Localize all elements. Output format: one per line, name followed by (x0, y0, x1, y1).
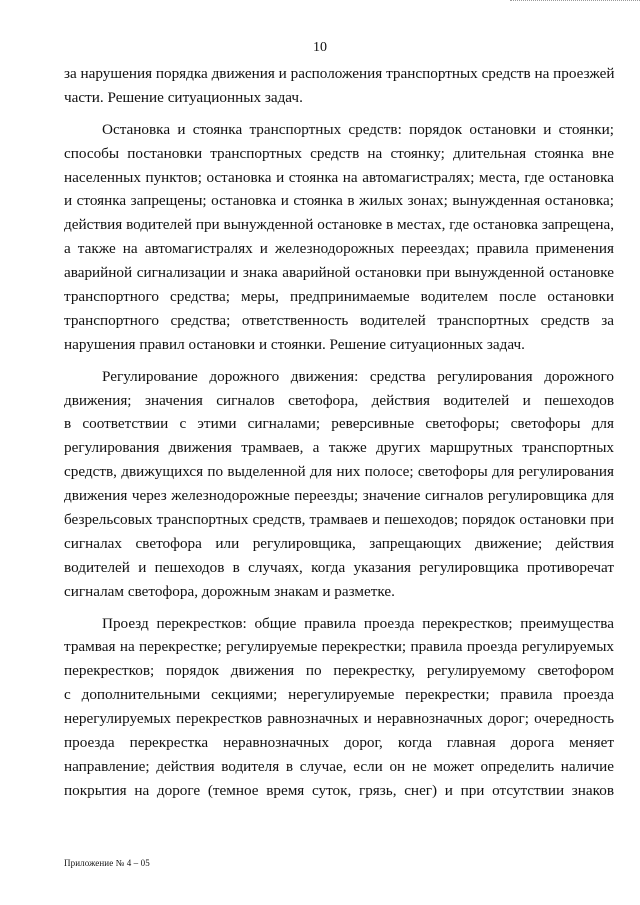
text-line: аварийной сигнализации и знака аварийной остановки при вынужденной остановке (64, 264, 614, 282)
text-line: части. Решение ситуационных задач. (64, 88, 303, 106)
text-line: транспортного средства; ответственность водителей транспортных средств за (64, 311, 614, 329)
text-line: сигналам светофора, дорожным знакам и разметке. (64, 582, 395, 600)
text-line: перекрестков; порядок движения по перекрестку, регулируемому светофором (64, 662, 614, 680)
page-number: 10 (313, 40, 327, 55)
document-body (64, 62, 614, 803)
text-line: трамвая на перекрестке; регулируемые перекрестки; правила проезда регулируемых (64, 638, 614, 656)
text-line: движения; значения сигналов светофора, действия водителей и пешеходов (64, 391, 614, 409)
paragraph (64, 118, 614, 357)
text-line: сигналах светофора или регулировщика, запрещающих движение; действия (64, 534, 614, 552)
text-line: за нарушения порядка движения и расположения транспортных средств на проезжей (64, 65, 615, 82)
text-line: направление; действия водителя в случае, если он не может определить наличие (64, 757, 614, 775)
text-line: нерегулируемых перекрестков равнозначных и неравнозначных дорог; очередность (64, 710, 614, 728)
paragraph (64, 62, 614, 110)
paragraph (64, 365, 614, 604)
text-line: регулирования движения трамваев, а также других маршрутных транспортных (64, 439, 614, 457)
paragraph-gap (64, 357, 614, 365)
paragraph-gap (64, 604, 614, 612)
text-line: покрытия на дороге (темное время суток, грязь, снег) и при отсутствии знаков (64, 781, 614, 799)
text-line: Проезд перекрестков: общие правила проезда перекрестков; преимущества (102, 614, 614, 632)
text-line: населенных пунктов; остановка и стоянка на автомагистралях; места, где остановка (64, 168, 614, 186)
text-line: Остановка и стоянка транспортных средств: порядок остановки и стоянки; (102, 120, 614, 138)
text-line: безрельсовых транспортных средств, трамваев и пешеходов; порядок остановки при (64, 511, 614, 529)
text-line: а также на автомагистралях и железнодорожных переездах; правила применения (64, 240, 614, 258)
text-line: водителей и пешеходов в случаях, когда указания регулировщика противоречат (64, 558, 614, 576)
scan-edge-mark (510, 0, 640, 5)
text-line: проезда перекрестка неравнозначных дорог, когда главная дорога меняет (64, 734, 614, 752)
paragraph-gap (64, 110, 614, 118)
text-line: с дополнительными секциями; нерегулируемые перекрестки; правила проезда (64, 686, 614, 704)
text-line: действия водителей при вынужденной остановке в местах, где остановка запрещена, (64, 216, 614, 234)
paragraph (64, 612, 614, 803)
text-line: средств, движущихся по выделенной для них полосе; светофоры для регулирования (64, 463, 614, 481)
text-line: в соответствии с этими сигналами; реверсивные светофоры; светофоры для (64, 415, 614, 433)
footer-annotation: Приложение № 4 – 05 (64, 858, 150, 868)
text-line: нарушения правил остановки и стоянки. Решение ситуационных задач. (64, 335, 525, 353)
text-line: и стоянка запрещены; остановка и стоянка в жилых зонах; вынужденная остановка; (64, 192, 614, 210)
text-line: транспортного средства; меры, предпринимаемые водителем после остановки (64, 288, 614, 306)
text-line: Регулирование дорожного движения: средства регулирования дорожного (102, 367, 614, 385)
text-line: движения через железнодорожные переезды; значение сигналов регулировщика для (64, 487, 614, 505)
text-line: способы постановки транспортных средств на стоянку; длительная стоянка вне (64, 144, 614, 162)
